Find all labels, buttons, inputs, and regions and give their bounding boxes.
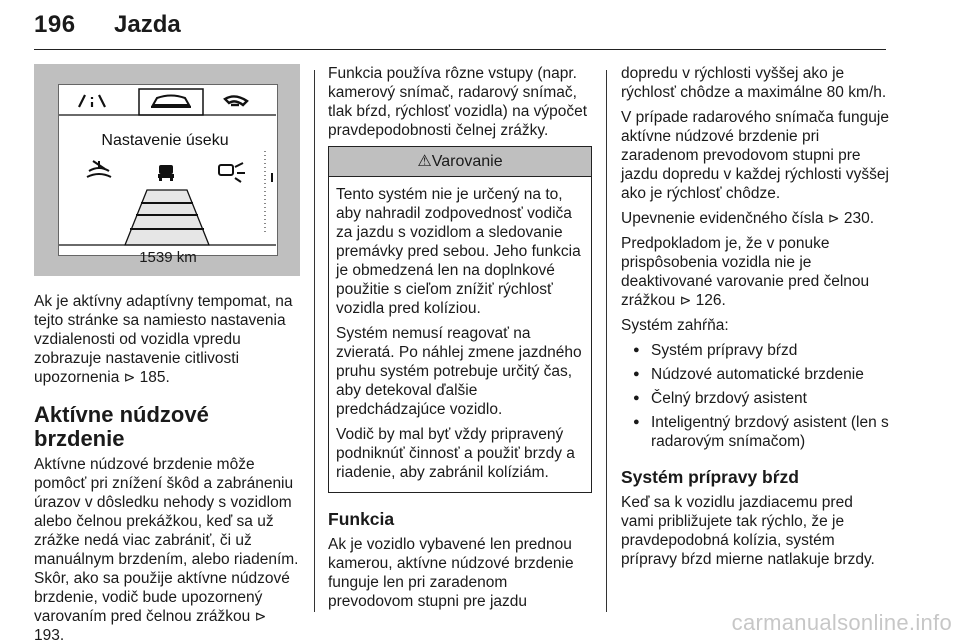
aeb-description: Aktívne núdzové brzdenie môže pomôcť pri znížení škôd a zabráneniu úrazov v dôsledku nehody s vozidlom alebo čelnou prekážkou, keď sa už zrážke nedá viac zabrániť, či už manuálnym brzdením, alebo riadením. Skôr, ako sa použije aktívne núdzové brzdenie, vodič bude upozornený varovaním pred čelnou zrážkou ⊳ 193. — [34, 456, 299, 642]
warning-title: ⚠Varovanie — [329, 147, 591, 177]
warning-paragraph-3: Vodič by mal byť vždy pripravený podniknúť činnosť a použiť brzdy a riadenie, aby zabránil kolíziám. — [336, 426, 575, 481]
display-graphic — [59, 85, 276, 254]
selected-tab-frame — [139, 89, 203, 115]
list-item: ● Inteligentný brzdový asistent (len s radarovým snímačom) — [621, 413, 889, 451]
side-marker — [271, 173, 273, 182]
page-number: 196 — [34, 11, 76, 38]
display-figure — [34, 64, 300, 276]
section-heading-brake-prep: Systém prípravy bŕzd — [621, 467, 799, 487]
list-item: ● Systém prípravy bŕzd — [621, 341, 889, 360]
display-title: Nastavenie úseku — [101, 132, 229, 149]
column-divider-1 — [314, 70, 315, 612]
car-alert-icon — [158, 165, 174, 181]
odometer-reading: 1539 km — [139, 249, 197, 266]
column-1 — [34, 64, 300, 642]
car-front-icon — [151, 96, 191, 108]
section-heading-function: Funkcia — [328, 509, 395, 529]
warning-body — [329, 177, 591, 492]
car-sensor-icon — [219, 163, 245, 182]
distance-pyramid — [125, 190, 209, 245]
system-includes-label: Systém zahŕňa: — [621, 317, 729, 334]
column-2 — [328, 64, 592, 617]
watermark: carmanualsonline.info — [731, 610, 952, 635]
function-paragraph: Ak je vozidlo vybavené len prednou kamerou, aktívne núdzové brzdenie funguje len pri zaradenom prevodovom stupni pre jazdu — [328, 536, 574, 610]
warning-box — [328, 146, 592, 493]
brake-prep-paragraph: Keď sa k vozidlu jazdiacemu pred vami približujete tak rýchlo, že je pravdepodobná kolízia, systém prípravy bŕzd mierne natlakuje brzdy. — [621, 494, 875, 568]
warning-paragraph-2: Systém nemusí reagovať na zvieratá. Po náhlej zmene jazdného pruhu systém potrebuje určitý čas, aby detekoval ďalšie predchádzajúce vozidlo. — [336, 325, 582, 418]
warning-icon: ⚠ — [417, 153, 432, 170]
engine-start-icon — [87, 161, 111, 177]
intro-paragraph: Ak je aktívny adaptívny tempomat, na tejto stránke sa namiesto nastavenia vzdialenosti od vozidla vpredu zobrazuje nastavenie citlivosti upozornenia ⊳ 185. — [34, 293, 293, 386]
page-ref-230[interactable]: 230. — [843, 210, 875, 227]
warning-paragraph-1: Tento systém nie je určený na to, aby nahradil zodpovednosť vodiča za jazdu s vozidlom a sledovanie premávky pred sebou. Jeho funkcia je obmedzená len na doplnkové použitie s cieľom znížiť rýchlosť vozidla pred kolíziou. — [336, 186, 581, 317]
page-ref-126[interactable]: 126. — [695, 292, 726, 309]
section-heading-aeb: Aktívne núdzové brzdenie — [34, 402, 209, 451]
speed-paragraph: dopredu v rýchlosti vyššej ako je rýchlosť chôdze a maximálne 80 km/h. — [621, 65, 887, 101]
following-distance-icon — [225, 96, 247, 105]
section-title: Jazda — [114, 11, 181, 38]
list-item: ● Núdzové automatické brzdenie — [621, 365, 889, 384]
lane-assist-icon — [79, 95, 105, 107]
list-item: ● Čelný brzdový asistent — [621, 389, 889, 408]
system-components-list — [621, 341, 889, 451]
page-ref-185[interactable]: 185. — [139, 369, 170, 386]
instrument-display — [58, 84, 278, 266]
page-ref-193[interactable]: 193. — [34, 627, 65, 642]
plate-paragraph: Upevnenie evidenčného čísla ⊳ 230. — [621, 210, 875, 227]
page-header — [34, 0, 886, 50]
function-inputs-paragraph: Funkcia používa rôzne vstupy (napr. kamerový snímač, radarový snímač, tlak bŕzd, rýchlosť vozidla) na výpočet pravdepodobnosti čelnej zrážky. — [328, 65, 588, 139]
radar-paragraph: V prípade radarového snímača funguje aktívne núdzové brzdenie pri zaradenom prevodovom stupni pre jazdu dopredu v každej rýchlosti vyššej ako je rýchlosť chôdze. — [621, 109, 889, 202]
column-divider-2 — [606, 70, 607, 612]
column-3 — [621, 64, 889, 575]
precondition-paragraph: Predpokladom je, že v ponuke prispôsobenia vozidla nie je deaktivované varovanie pred čelnou zrážkou ⊳ 126. — [621, 235, 870, 309]
